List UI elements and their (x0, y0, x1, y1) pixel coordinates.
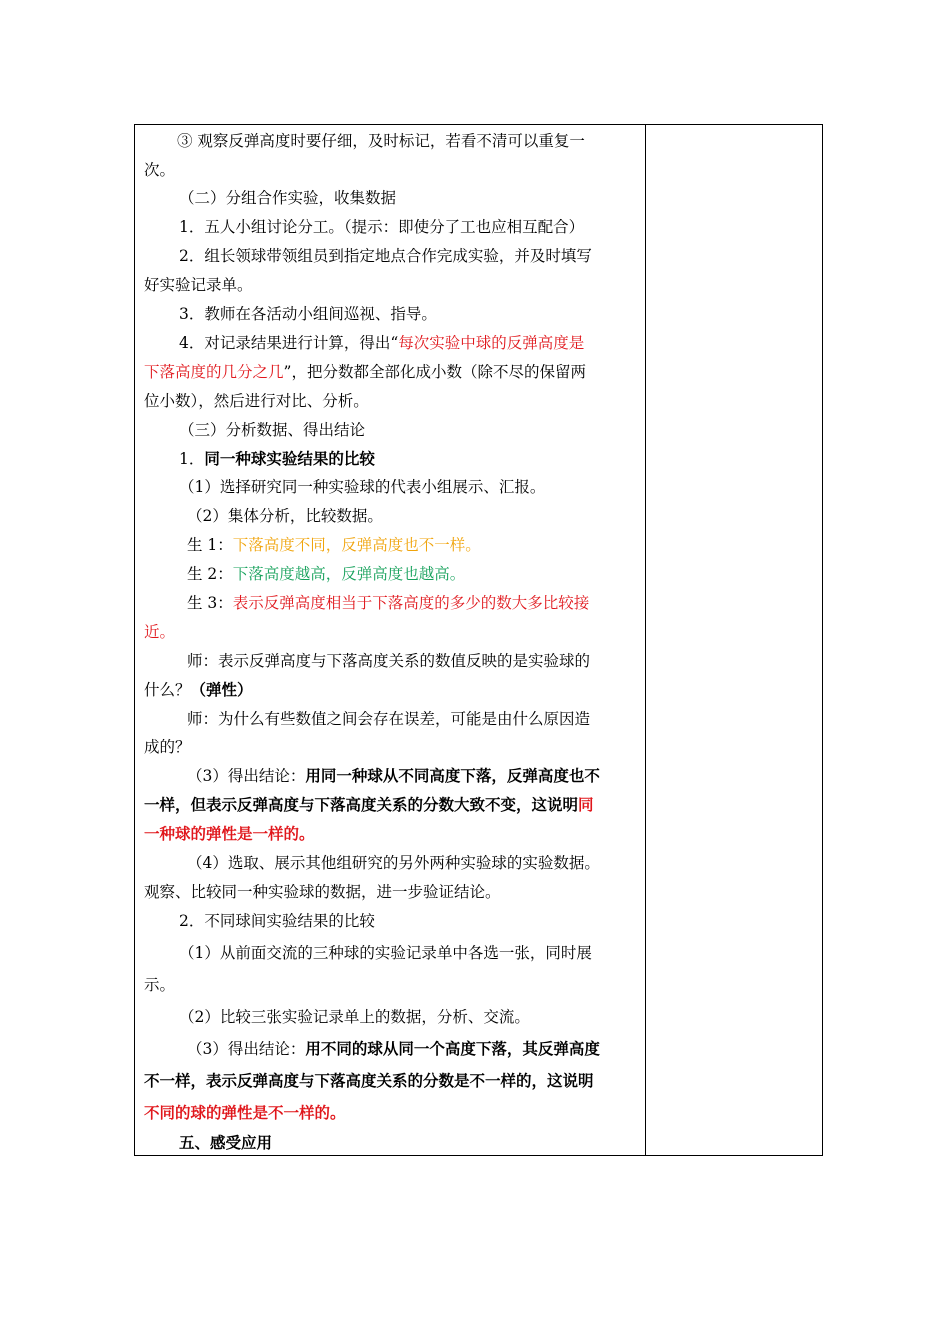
text-line (179, 449, 689, 469)
text-run: （1）选择研究同一种实验球的代表小组展示、汇报。 (179, 478, 546, 496)
text-run: 观察、比较同一种实验球的数据，进一步验证结论。 (144, 883, 501, 901)
text-line (187, 651, 697, 671)
text-run: 师：为什么有些数值之间会存在误差，可能是由什么原因造 (187, 710, 591, 728)
text-run: 生 3： (187, 594, 233, 612)
text-line (144, 1103, 654, 1123)
text-run: （3）得出结论： (187, 1040, 306, 1058)
text-line (144, 275, 654, 295)
text-run: 用不同的球从同一个高度下落，其反弹高度 (305, 1039, 600, 1058)
text-run: 表示反弹高度相当于下落高度的多少的数大多比较接 (232, 594, 590, 612)
text-run: 示。 (144, 976, 176, 994)
text-line (144, 362, 654, 382)
text-line (187, 853, 697, 873)
text-line (179, 188, 689, 208)
text-line (179, 304, 689, 324)
text-run: （2）集体分析，比较数据。 (187, 507, 383, 525)
text-line (144, 160, 654, 180)
text-line (177, 131, 687, 151)
text-run: 不一样，表示反弹高度与下落高度关系的分数是不一样的，这说明 (144, 1071, 594, 1090)
text-run: ”，把分数都全部化成小数（除不尽的保留两 (283, 363, 586, 381)
text-line (179, 420, 689, 440)
text-run: 2．不同球间实验结果的比较 (179, 912, 375, 930)
text-run: （3）得出结论： (187, 767, 306, 785)
text-line (187, 506, 697, 526)
text-run: 近。 (144, 623, 176, 641)
text-run: 3．教师在各活动小组间巡视、指导。 (179, 305, 437, 323)
text-run: 生 1： (187, 536, 233, 554)
text-run: 师：表示反弹高度与下落高度关系的数值反映的是实验球的 (187, 652, 591, 670)
text-line (179, 943, 689, 963)
text-run: 4．对记录结果进行计算，得出“ (179, 334, 399, 352)
text-run: 用同一种球从不同高度下落，反弹高度也不 (305, 766, 600, 785)
text-line (187, 564, 697, 584)
text-line (187, 709, 697, 729)
text-run: 下落高度不同，反弹高度也不一样。 (232, 536, 481, 554)
text-run: 下落高度的几分之几 (144, 363, 284, 381)
text-line (144, 737, 654, 757)
text-run: （1）从前面交流的三种球的实验记录单中各选一张，同时展 (179, 944, 592, 962)
text-line (179, 246, 689, 266)
text-line (187, 1039, 697, 1059)
text-run: 次。 (144, 161, 176, 179)
text-run: （二）分组合作实验，收集数据 (179, 189, 397, 207)
text-run: 成的？ (144, 738, 191, 756)
text-run: 2．组长领球带领组员到指定地点合作完成实验，并及时填写 (179, 247, 592, 265)
text-line (144, 391, 654, 411)
text-line (144, 680, 654, 700)
text-line (179, 477, 689, 497)
text-run: （2）比较三张实验记录单上的数据，分析、交流。 (179, 1008, 530, 1026)
text-line (187, 535, 697, 555)
text-run: 五、感受应用 (179, 1133, 273, 1152)
text-run: 下落高度越高，反弹高度也越高。 (232, 565, 466, 583)
text-run: （弹性） (190, 680, 253, 699)
section-heading (179, 1133, 689, 1153)
text-line (144, 622, 654, 642)
text-line (144, 882, 654, 902)
text-run: 1． (179, 450, 205, 468)
text-run: 生 2： (187, 565, 233, 583)
text-line (179, 333, 689, 353)
text-line (144, 824, 654, 844)
text-line (144, 975, 654, 995)
text-run: 一样，但表示反弹高度与下落高度关系的分数大致不变，这说明 (144, 795, 579, 814)
lesson-content-cell (135, 124, 645, 1154)
text-line (144, 1071, 654, 1091)
text-run: 不同的球的弹性是不一样的。 (144, 1103, 346, 1122)
text-line (179, 1007, 689, 1027)
text-run: 1．五人小组讨论分工。（提示：即使分了工也应相互配合） (179, 218, 585, 236)
text-run: ③ 观察反弹高度时要仔细，及时标记，若看不清可以重复一 (177, 132, 585, 150)
text-run: （4）选取、展示其他组研究的另外两种实验球的实验数据。 (187, 854, 600, 872)
text-run: 位小数），然后进行对比、分析。 (144, 392, 369, 410)
text-run: 同一种球实验结果的比较 (204, 449, 375, 468)
text-run: 什么？ (144, 681, 191, 699)
text-run: （三）分析数据、得出结论 (179, 421, 366, 439)
text-run: 一种球的弹性是一样的。 (144, 824, 315, 843)
text-line (187, 766, 697, 786)
text-line (144, 795, 654, 815)
text-line (187, 593, 697, 613)
text-line (179, 217, 689, 237)
text-run: 同 (578, 795, 594, 814)
text-run: 每次实验中球的反弹高度是 (398, 334, 585, 352)
text-line (179, 911, 689, 931)
text-run: 好实验记录单。 (144, 276, 253, 294)
